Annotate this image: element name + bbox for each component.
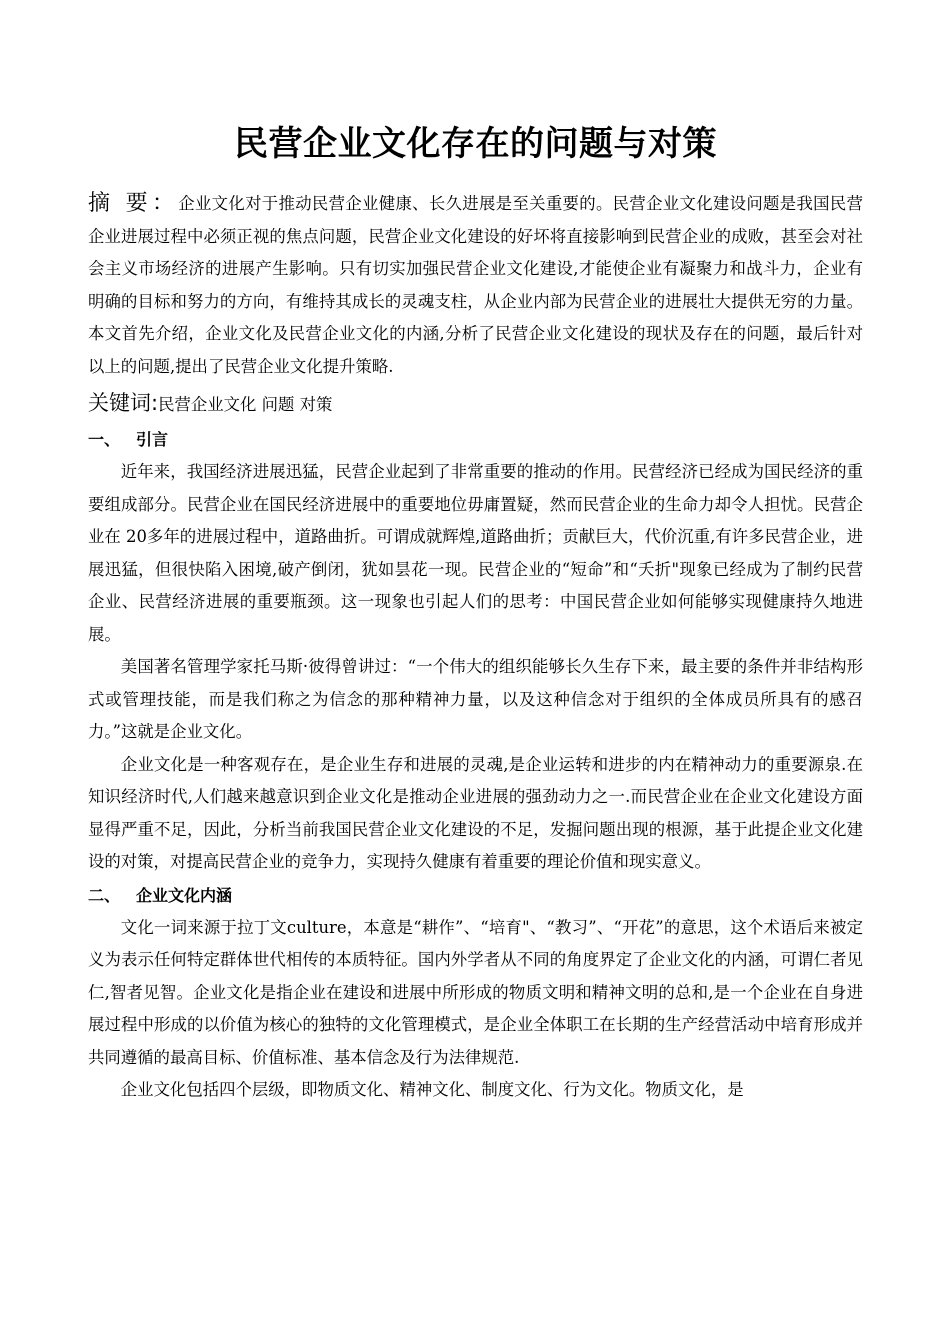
section-heading-introduction (88, 423, 863, 456)
paragraph: 美国著名管理学家托马斯·彼得曾讲过：“一个伟大的组织能够长久生存下来，最主要的条件并非结构形式或管理技能，而是我们称之为信念的那种精神力量，以及这种信念对于组织的全体成员所具有的感召力。”这就是企业文化。 (88, 657, 863, 741)
abstract (88, 188, 863, 383)
keywords-text: 民营企业文化 问题 对策 (158, 395, 333, 414)
paragraph: 近年来，我国经济进展迅猛，民营企业起到了非常重要的推动的作用。民营经济已经成为国民经济的重要组成部分。民营企业在国民经济进展中的重要地位毋庸置疑，然而民营企业的生命力却令人担忧。民营企业在 20多年的进展过程中，道路曲折。可谓成就辉煌,道路曲折；贡献巨大，代价沉重,有许多民营企业，进展迅猛，但很快陷入困境,破产倒闭，犹如昙花一现。民营企业的“短命”和“夭折"现象已经成为了制约民营企业、民营经济进展的重要瓶颈。这一现象也引起人们的思考：中国民营企业如何能够实现健康持久地进展。 (88, 462, 863, 644)
abstract-text: 企业文化对于推动民营企业健康、长久进展是至关重要的。民营企业文化建设问题是我国民营企业进展过程中必须正视的焦点问题，民营企业文化建设的好坏将直接影响到民营企业的成败，甚至会对社会主义市场经济的进展产生影响。只有切实加强民营企业文化建设,才能使企业有凝聚力和战斗力，企业有明确的目标和努力的方向，有维持其成长的灵魂支柱，从企业内部为民营企业的进展壮大提供无穷的力量。本文首先介绍，企业文化及民营企业文化的内涵,分析了民营企业文化建设的现状及存在的问题，最后针对以上的问题,提出了民营企业文化提升策略. (88, 194, 863, 376)
keywords (88, 385, 863, 423)
abstract-label: 摘 要： (88, 191, 179, 216)
keywords-label: 关键词: (88, 391, 159, 415)
paragraph: 文化一词来源于拉丁文culture，本意是“耕作”、“培育"、“教习”、“开花”的意思，这个术语后来被定义为表示任何特定群体世代相传的本质特征。国内外学者从不同的角度界定了企业文化的内涵，可谓仁者见仁,智者见智。企业文化是指企业在建设和进展中所形成的物质文明和精神文明的总和,是一个企业在自身进展过程中形成的以价值为核心的独特的文化管理模式，是企业全体职工在长期的生产经营活动中培育形成并共同遵循的最高目标、价值标准、基本信念及行为法律规范. (88, 917, 863, 1067)
section-number: 一、 (88, 430, 121, 449)
paragraph: 企业文化包括四个层级，即物质文化、精神文化、制度文化、行为文化。物质文化，是 (120, 1080, 744, 1099)
section-title: 企业文化内涵 (136, 885, 233, 905)
section-title: 引言 (136, 430, 169, 449)
document-page (88, 118, 863, 1107)
paragraph: 企业文化是一种客观存在，是企业生存和进展的灵魂,是企业运转和进步的内在精神动力的重要源泉.在知识经济时代,人们越来越意识到企业文化是推动企业进展的强劲动力之一.而民营企业在企业文化建设方面显得严重不足，因此，分析当前我国民营企业文化建设的不足，发掘问题出现的根源，基于此提企业文化建设的对策，对提高民营企业的竞争力，实现持久健康有着重要的理论价值和现实意义。 (88, 754, 863, 871)
section-heading-culture-connotation (88, 879, 863, 912)
section-number: 二、 (88, 885, 121, 905)
document-title: 民营企业文化存在的问题与对策 (234, 124, 717, 164)
